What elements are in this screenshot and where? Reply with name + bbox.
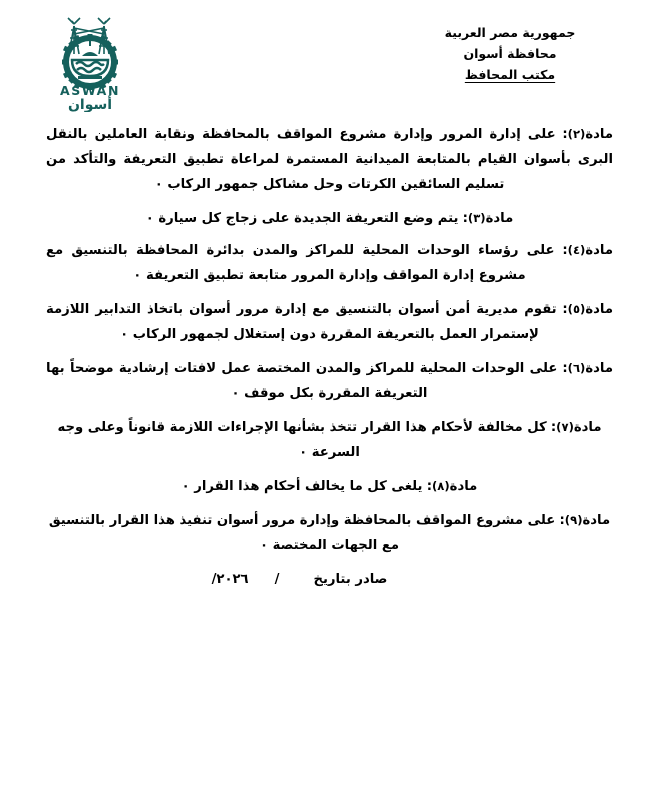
header-line-governorate: محافظة أسوان xyxy=(463,46,557,61)
article-4-number: (٤) xyxy=(567,243,586,257)
article-3-number: (٣) xyxy=(467,211,486,225)
article-7 xyxy=(18,415,641,465)
article-4-label: مادة xyxy=(585,243,613,258)
header-text-block xyxy=(395,22,625,85)
issued-label: صادر بتاريخ xyxy=(313,572,388,587)
article-7-text: كل مخالفة لأحكام هذا القرار تتخذ بشأنها الإجراءات اللازمة قانوناً وعلى وجه السرعة ٠ xyxy=(57,420,547,460)
article-9-number: (٩) xyxy=(564,513,583,527)
article-8-label: مادة xyxy=(449,479,478,494)
article-5-separator: : xyxy=(562,302,568,317)
aswan-governorate-emblem-icon xyxy=(38,12,142,112)
article-9-label: مادة xyxy=(582,513,611,528)
article-5-label: مادة xyxy=(585,302,613,317)
article-6-text: على الوحدات المحلية للمراكز والمدن المختصة عمل لافتات إرشادية موضحاً بها التعريفة المقررة بكل موقف ٠ xyxy=(46,361,558,401)
article-6-separator: : xyxy=(562,361,568,376)
article-7-label: مادة xyxy=(573,420,602,435)
article-2 xyxy=(18,122,641,197)
document-body xyxy=(0,122,663,592)
article-6-label: مادة xyxy=(585,361,613,376)
article-4 xyxy=(18,238,641,288)
header-line-office: مكتب المحافظ xyxy=(464,67,556,82)
article-6 xyxy=(18,356,641,406)
article-3-label: مادة xyxy=(485,211,514,226)
article-8-number: (٨) xyxy=(431,479,450,493)
article-2-text: على إدارة المرور وإدارة مشروع المواقف بالمحافظة ونقابة العاملين بالنقل البرى بأسوان القيام بالمتابعة الميدانية المستمرة لمراعاة تطبيق التعريفة والتأكد من تسليم السائقين الكرتات وحل مشاكل جمهور الركاب ٠ xyxy=(46,127,613,192)
article-7-number: (٧) xyxy=(556,420,574,434)
article-5 xyxy=(18,297,641,347)
svg-text:أسوان: أسوان xyxy=(67,97,113,112)
article-5-text: تقوم مديرية أمن أسوان بالتنسيق مع إدارة مرور أسوان باتخاذ التدابير اللازمة لإستمرار العمل بالتعريفة المقررة دون إستغلال لجمهور الركاب ٠ xyxy=(46,302,557,342)
svg-text:ASWAN: ASWAN xyxy=(59,83,121,98)
article-6-number: (٦) xyxy=(567,361,586,375)
article-4-separator: : xyxy=(562,243,568,258)
article-2-label: مادة xyxy=(585,127,614,142)
issue-date-line xyxy=(18,567,641,592)
article-2-separator: : xyxy=(562,127,568,142)
article-3-separator: : xyxy=(462,211,468,226)
article-2-number: (٢) xyxy=(567,127,586,141)
issue-month-separator: / xyxy=(211,572,217,587)
document-header xyxy=(0,0,663,118)
article-9-text: على مشروع المواقف بالمحافظة وإدارة مرور أسوان تنفيذ هذا القرار بالتنسيق مع الجهات المختصة ٠ xyxy=(48,513,556,553)
article-4-text: على رؤساء الوحدات المحلية للمراكز والمدن بدائرة المحافظة بالتنسيق مع مشروع إدارة المواقف وإدارة المرور متابعة تطبيق التعريفة ٠ xyxy=(46,243,555,283)
article-5-number: (٥) xyxy=(567,302,586,316)
article-3 xyxy=(18,206,641,231)
header-line-country: جمهورية مصر العربية xyxy=(444,25,576,40)
article-8-separator: : xyxy=(426,479,432,494)
article-8 xyxy=(18,474,641,499)
article-3-text: يتم وضع التعريفة الجديدة على زجاج كل سيارة ٠ xyxy=(145,211,459,226)
article-9-separator: : xyxy=(559,513,565,528)
issue-day-separator: / xyxy=(274,572,280,587)
article-9 xyxy=(18,508,641,558)
issue-year: ٢٠٢٦ xyxy=(216,572,249,587)
article-8-text: يلغى كل ما يخالف أحكام هذا القرار ٠ xyxy=(181,479,423,494)
article-7-separator: : xyxy=(550,420,557,435)
